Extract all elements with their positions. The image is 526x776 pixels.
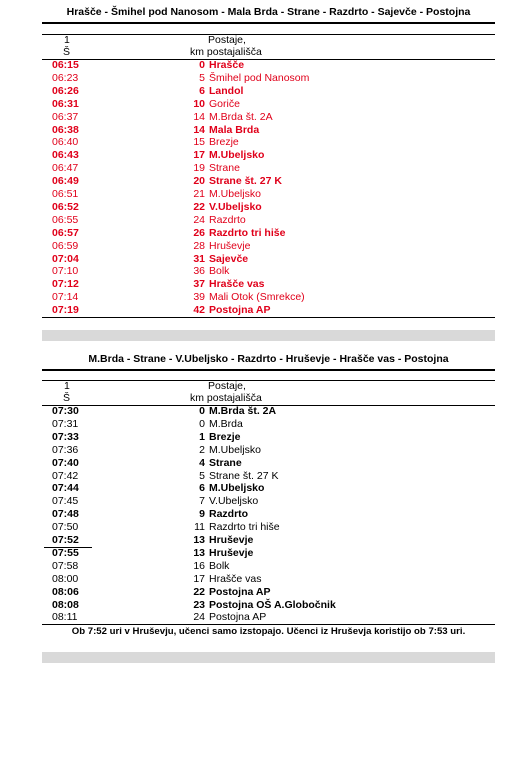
stop-name: M.Brda (209, 417, 243, 430)
table-row (42, 136, 495, 149)
departure-time: 06:52 (52, 200, 79, 213)
distance-km: 0 (199, 417, 205, 430)
stop-name: Razdrto (209, 508, 249, 521)
stop-name: Postojna AP (209, 585, 271, 598)
stop-name: Landol (209, 84, 244, 97)
departure-time: 06:57 (52, 226, 79, 239)
table-row (42, 111, 495, 124)
distance-km: 5 (199, 469, 205, 482)
table-row (42, 431, 495, 444)
stop-name: Strane št. 27 K (209, 469, 279, 482)
table-row (42, 291, 495, 304)
stop-name: Bolk (209, 559, 230, 572)
departure-time: 06:37 (52, 110, 79, 123)
table-row (42, 304, 495, 317)
stop-name: Hruševje (209, 546, 254, 559)
distance-km: 17 (193, 149, 205, 162)
distance-km: 16 (193, 559, 205, 572)
distance-km: 11 (194, 521, 205, 534)
departure-time: 06:47 (52, 162, 79, 175)
table-row (42, 85, 495, 98)
distance-km: 24 (193, 611, 205, 624)
table-row (42, 495, 495, 508)
table-row (42, 201, 495, 214)
table-row (42, 253, 495, 266)
table-row (42, 482, 495, 495)
table-row (42, 470, 495, 483)
table-row (42, 175, 495, 188)
header-col2-bottom: km postajališča (190, 46, 262, 58)
departure-time: 06:43 (52, 149, 79, 162)
distance-km: 14 (193, 123, 205, 136)
departure-time: 06:38 (52, 123, 79, 136)
table-row (42, 149, 495, 162)
departure-time: 07:48 (52, 508, 79, 521)
distance-km: 19 (193, 162, 205, 175)
table-row (42, 521, 495, 534)
stop-name: Hruševje (209, 239, 251, 252)
stop-name: Postojna OŠ A.Globočnik (209, 598, 336, 611)
distance-km: 26 (193, 226, 205, 239)
stop-name: M.Ubeljsko (209, 482, 265, 495)
route-2-title: M.Brda - Strane - V.Ubeljsko - Razdrto - Hruševje - Hrašče vas - Postojna (88, 353, 449, 365)
table-row (42, 214, 495, 227)
distance-km: 5 (199, 71, 205, 84)
departure-time: 07:31 (52, 417, 79, 430)
distance-km: 6 (199, 84, 205, 97)
stop-name: Strane (209, 162, 240, 175)
distance-km: 4 (199, 456, 205, 469)
stop-name: Razdrto tri hiše (209, 521, 280, 534)
route-1-title: Hrašče - Šmihel pod Nanosom - Mala Brda - Strane - Razdrto - Sajevče - Postojna (66, 6, 471, 18)
departure-time: 07:10 (52, 265, 79, 278)
departure-time: 08:08 (52, 598, 79, 611)
stop-name: Razdrto (209, 213, 246, 226)
distance-km: 22 (193, 585, 205, 598)
departure-time: 07:55 (52, 546, 79, 559)
departure-time: 06:49 (52, 175, 79, 188)
table-row (42, 240, 495, 253)
stop-name: Hruševje (209, 534, 254, 546)
table-row (42, 599, 495, 612)
table-row (42, 418, 495, 431)
distance-km: 10 (193, 97, 205, 110)
distance-km: 24 (193, 213, 205, 226)
transfer-divider (44, 547, 92, 548)
stop-name: Hrašče vas (209, 572, 262, 585)
stop-name: Brezje (209, 136, 239, 149)
distance-km: 7 (199, 495, 205, 508)
departure-time: 08:11 (52, 611, 78, 624)
header-col2-top: Postaje, (208, 380, 246, 392)
stop-name: M.Ubeljsko (209, 188, 261, 200)
distance-km: 13 (193, 546, 205, 559)
stop-name: Postojna AP (209, 304, 271, 317)
departure-time: 07:36 (52, 443, 79, 456)
distance-km: 2 (199, 443, 205, 456)
stop-name: Šmihel pod Nanosom (209, 71, 310, 84)
header-col1-bottom: Š (63, 392, 71, 404)
header-top-rule (42, 380, 495, 381)
table-row (42, 265, 495, 278)
stop-name: V.Ubeljsko (209, 495, 259, 508)
table-row (42, 405, 495, 418)
distance-km: 6 (199, 482, 205, 495)
departure-time: 07:52 (52, 534, 79, 546)
header-top-rule (42, 34, 495, 35)
stop-name: Mali Otok (Smrekce) (209, 291, 305, 304)
departure-time: 07:04 (52, 252, 79, 265)
header-col1-top: 1 (64, 380, 70, 392)
header-col2-top: Postaje, (208, 34, 246, 46)
departure-time: 07:19 (52, 304, 79, 317)
table-row (42, 560, 495, 573)
separator-bar-1 (42, 330, 495, 341)
distance-km: 36 (193, 265, 205, 278)
stop-name: Bolk (209, 265, 230, 278)
header-col2-bottom: km postajališča (190, 392, 262, 404)
stop-name: M.Brda št. 2A (209, 110, 273, 123)
distance-km: 14 (193, 110, 205, 123)
distance-km: 15 (193, 136, 205, 149)
departure-time: 06:26 (52, 84, 79, 97)
stop-name: Postojna AP (209, 611, 267, 624)
header-col1-top: 1 (64, 34, 70, 46)
table-bottom-rule (42, 317, 495, 318)
departure-time: 06:31 (52, 97, 79, 110)
departure-time: 07:30 (52, 405, 79, 417)
table-bottom-rule (42, 624, 495, 625)
table-row (42, 586, 495, 599)
departure-time: 06:55 (52, 213, 79, 226)
departure-time: 08:00 (52, 572, 79, 585)
distance-km: 37 (193, 278, 205, 291)
distance-km: 31 (193, 252, 205, 265)
departure-time: 06:40 (52, 136, 79, 149)
departure-time: 07:58 (52, 559, 79, 572)
stop-name: Brezje (209, 430, 241, 443)
stop-name: Strane (209, 456, 242, 469)
departure-time: 06:51 (52, 188, 79, 200)
table-row (42, 508, 495, 521)
departure-time: 07:45 (52, 495, 79, 508)
departure-time: 06:23 (52, 71, 79, 84)
table-row (42, 227, 495, 240)
table-row (42, 59, 495, 72)
table-row (42, 547, 495, 560)
distance-km: 0 (199, 405, 205, 417)
stop-name: Goriče (209, 97, 240, 110)
departure-time: 07:50 (52, 521, 79, 534)
departure-time: 06:15 (52, 59, 79, 71)
table-row (42, 611, 495, 624)
distance-km: 13 (193, 534, 205, 546)
table-row (42, 98, 495, 111)
table-row (42, 124, 495, 137)
table-row (42, 534, 495, 547)
distance-km: 9 (199, 508, 205, 521)
departure-time: 07:40 (52, 456, 79, 469)
table-row (42, 188, 495, 201)
distance-km: 20 (193, 175, 205, 188)
distance-km: 23 (193, 598, 205, 611)
header-col1-bottom: Š (63, 46, 71, 58)
distance-km: 21 (193, 188, 205, 200)
table-row (42, 444, 495, 457)
separator-bar-2 (42, 652, 495, 663)
departure-time: 07:14 (52, 291, 79, 304)
table-row (42, 72, 495, 85)
stop-name: M.Ubeljsko (209, 443, 261, 456)
departure-time: 06:59 (52, 239, 79, 252)
table-row (42, 457, 495, 470)
distance-km: 22 (193, 200, 205, 213)
timetable-2 (42, 351, 495, 651)
distance-km: 39 (193, 291, 205, 304)
distance-km: 28 (193, 239, 205, 252)
timetable-1 (42, 4, 495, 319)
departure-time: 07:12 (52, 278, 79, 291)
departure-time: 08:06 (52, 585, 79, 598)
stop-name: Mala Brda (209, 123, 260, 136)
stop-name: Razdrto tri hiše (209, 226, 286, 239)
route-2-note: Ob 7:52 uri v Hruševju, učenci samo izstopajo. Učenci iz Hruševja koristijo ob 7:53 uri. (71, 626, 466, 637)
stop-name: Strane št. 27 K (209, 175, 282, 188)
distance-km: 42 (193, 304, 205, 317)
stop-name: Hrašče vas (209, 278, 265, 291)
departure-time: 07:42 (52, 469, 79, 482)
table-row (42, 573, 495, 586)
title-rule (42, 369, 495, 371)
stop-name: Hrašče (209, 59, 245, 71)
departure-time: 07:44 (52, 482, 79, 495)
stop-name: Sajevče (209, 252, 249, 265)
distance-km: 17 (193, 572, 205, 585)
distance-km: 0 (199, 59, 205, 71)
distance-km: 1 (199, 430, 205, 443)
departure-time: 07:33 (52, 430, 79, 443)
stop-name: V.Ubeljsko (209, 200, 262, 213)
table-row (42, 278, 495, 291)
title-rule (42, 22, 495, 24)
stop-name: M.Ubeljsko (209, 149, 265, 162)
stop-name: M.Brda št. 2A (209, 405, 277, 417)
table-row (42, 162, 495, 175)
